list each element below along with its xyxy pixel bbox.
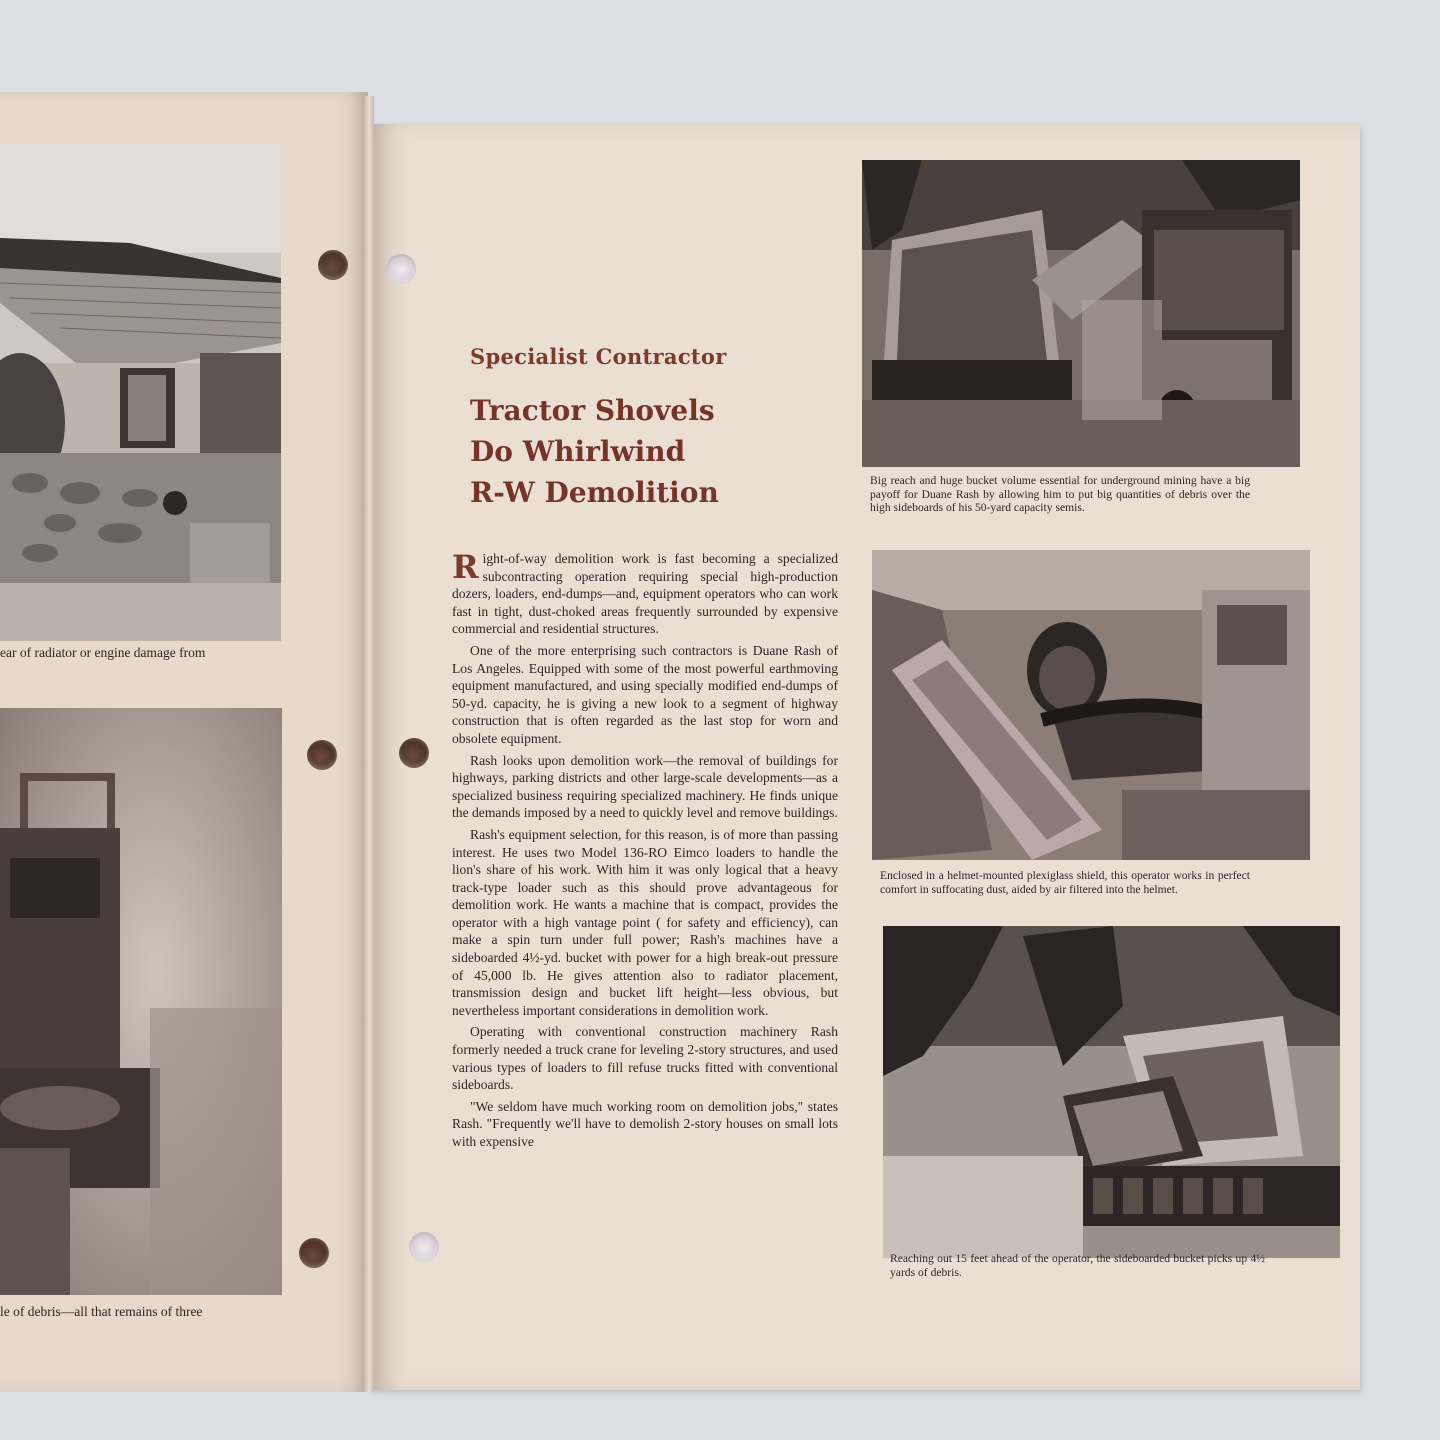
- punch-hole: [399, 738, 429, 768]
- article-kicker: Specialist Contractor: [470, 344, 727, 369]
- loader-photo: [0, 708, 282, 1295]
- punch-hole: [409, 1232, 439, 1262]
- left-caption-top: ear of radiator or engine damage from: [0, 645, 206, 660]
- drop-cap: R: [452, 548, 479, 586]
- headline-line: Do Whirlwind: [470, 435, 686, 468]
- caption-photo-2: Enclosed in a helmet-mounted plexiglass shield, this operator works in perfect comfort in suffocating dust, aided by air filtered into the helmet.: [880, 869, 1250, 896]
- article-paragraph: Right-of-way demolition work is fast becoming a specialized subcontracting operation requiring special high-production dozers, loaders, end-dumps—and, equipment operators who can work fast in tight, dust-choked areas frequently surrounded by expensive commercial and residential structures.: [452, 548, 838, 637]
- house-photo: [0, 143, 281, 641]
- article-paragraph: Rash looks upon demolition work—the removal of buildings for highways, parking districts and other large-scale developments—as a specialized business requiring specialized machinery. He finds unique the demands imposed by a need to quickly level and remove buildings.: [452, 752, 838, 821]
- article-paragraph: Rash's equipment selection, for this reason, is of more than passing interest. He uses two Model 136-RO Eimco loaders to handle the lion's share of his work. With him it was only logical that a heavy track-type loader such as this should prove advantageous for demolition work. He wants a machine that is compact, provides the operator with a high vantage point ( for safety and efficiency), can make a spin turn under full power; Rash's machines have a sideboarded 4½-yd. bucket with power for a high break-out pressure of 45,000 lb. He gives attention also to radiator placement, transmission design and bucket lift height—less obvious, but nevertheless important considerations in demolition work.: [452, 826, 838, 1018]
- article-headline: [470, 390, 719, 513]
- punch-hole: [386, 254, 416, 284]
- headline-line: Tractor Shovels: [470, 394, 715, 427]
- headline-line: R-W Demolition: [470, 476, 719, 509]
- punch-hole: [299, 1238, 329, 1268]
- left-caption-bottom: le of debris—all that remains of three: [0, 1304, 203, 1319]
- binding-spine: [362, 96, 374, 1392]
- article-paragraph: "We seldom have much working room on demolition jobs," states Rash. "Frequently we'll have to demolish 2-story houses on small lots with expensive: [452, 1098, 838, 1149]
- operator-helmet-photo: [872, 550, 1310, 860]
- punch-hole: [307, 740, 337, 770]
- caption-photo-3: Reaching out 15 feet ahead of the operator, the sideboarded bucket picks up 4½ yards of debris.: [890, 1252, 1265, 1279]
- bucket-reach-photo: [883, 926, 1340, 1258]
- punch-hole: [318, 250, 348, 280]
- article-paragraph: Operating with conventional construction machinery Rash formerly needed a truck crane for leveling 2-story structures, and used various types of loaders to fill refuse trucks fitted with conventional sideboards.: [452, 1024, 838, 1093]
- loader-dumping-photo: [862, 160, 1300, 467]
- caption-photo-1: Big reach and huge bucket volume essential for underground mining have a big payoff for Duane Rash by allowing him to put big quantities of debris over the high sideboards of his 50-yard capacity semis.: [870, 474, 1250, 515]
- article-body: [452, 550, 838, 1155]
- article-paragraph: One of the more enterprising such contractors is Duane Rash of Los Angeles. Equipped with some of the most powerful earthmoving equipment manufactured, and using specially modified end-dumps of 50-yd. capacity, he is giving a new look to a segment of highway construction that is often regarded as the last stop for worn and obsolete equipment.: [452, 642, 838, 746]
